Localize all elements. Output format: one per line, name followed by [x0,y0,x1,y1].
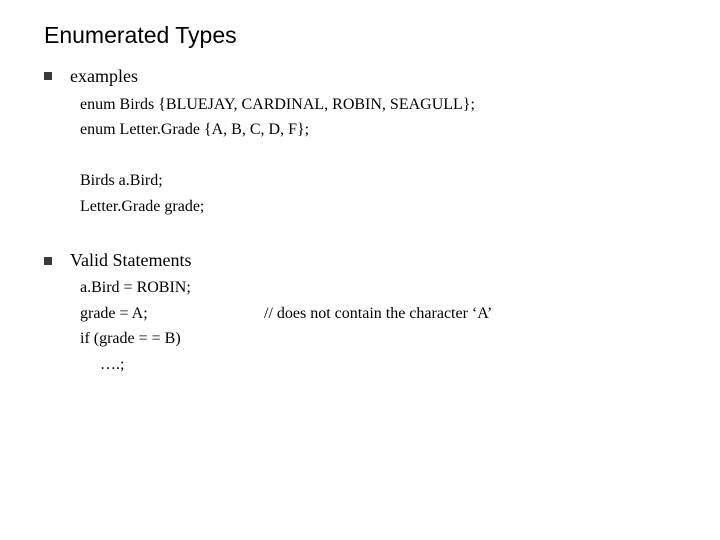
code-line: grade = A; [80,305,148,322]
code-line: a.Bird = ROBIN; [80,279,191,296]
code-line: Letter.Grade grade; [80,198,205,215]
section-heading-examples: examples [70,66,138,86]
section-heading-valid-statements: Valid Statements [70,250,192,270]
bullet-square-icon [44,72,52,80]
slide-title: Enumerated Types [44,22,237,48]
code-line: Birds a.Bird; [80,172,163,189]
code-line: if (grade = = B) [80,330,181,347]
bullet-square-icon [44,257,52,265]
code-line: enum Birds {BLUEJAY, CARDINAL, ROBIN, SEAGULL}; [80,96,475,113]
code-comment: // does not contain the character ‘A’ [264,305,493,322]
code-line: ….; [100,356,125,373]
code-line: enum Letter.Grade {A, B, C, D, F}; [80,121,310,138]
